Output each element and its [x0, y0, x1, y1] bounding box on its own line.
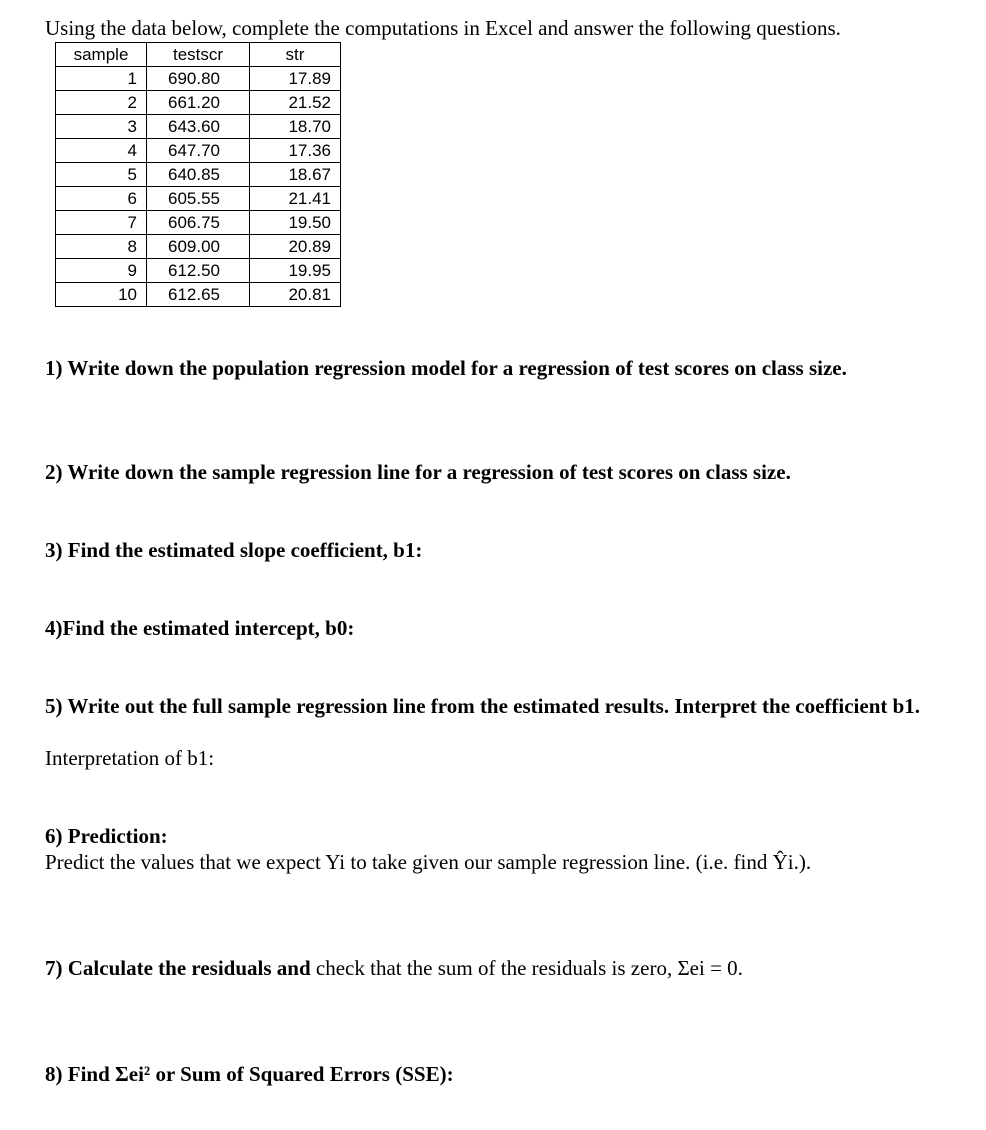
question-5: 5) Write out the full sample regression line from the estimated results. Interpret the coefficient b1. [45, 694, 921, 718]
intro-text: Using the data below, complete the computations in Excel and answer the following questions. [45, 16, 841, 40]
cell-testscr: 690.80 [147, 67, 250, 91]
question-5-interpretation: Interpretation of b1: [45, 746, 215, 770]
cell-sample: 1 [56, 67, 147, 91]
data-table [55, 42, 341, 307]
table-header-row [56, 43, 341, 67]
cell-str: 17.36 [250, 139, 341, 163]
cell-str: 21.52 [250, 91, 341, 115]
cell-str: 18.67 [250, 163, 341, 187]
cell-sample: 5 [56, 163, 147, 187]
cell-sample: 10 [56, 283, 147, 307]
cell-testscr: 643.60 [147, 115, 250, 139]
cell-testscr: 661.20 [147, 91, 250, 115]
question-3: 3) Find the estimated slope coefficient, b1: [45, 538, 423, 562]
cell-sample: 3 [56, 115, 147, 139]
header-sample: sample [56, 43, 147, 67]
cell-sample: 7 [56, 211, 147, 235]
cell-str: 20.89 [250, 235, 341, 259]
cell-testscr: 612.50 [147, 259, 250, 283]
cell-testscr: 605.55 [147, 187, 250, 211]
question-2: 2) Write down the sample regression line for a regression of test scores on class size. [45, 460, 791, 484]
cell-str: 18.70 [250, 115, 341, 139]
question-1: 1) Write down the population regression model for a regression of test scores on class size. [45, 356, 847, 380]
table-row [56, 283, 341, 307]
cell-str: 19.95 [250, 259, 341, 283]
cell-testscr: 606.75 [147, 211, 250, 235]
cell-sample: 4 [56, 139, 147, 163]
question-6: 6) Prediction: [45, 824, 168, 848]
table-row [56, 163, 341, 187]
cell-testscr: 647.70 [147, 139, 250, 163]
cell-str: 20.81 [250, 283, 341, 307]
table-row [56, 139, 341, 163]
table-row [56, 67, 341, 91]
cell-sample: 2 [56, 91, 147, 115]
cell-sample: 6 [56, 187, 147, 211]
table-row [56, 115, 341, 139]
question-6-description: Predict the values that we expect Yi to take given our sample regression line. (i.e. find Ŷi.). [45, 850, 812, 874]
question-7-rest: check that the sum of the residuals is zero, Σei = 0. [310, 956, 743, 980]
cell-sample: 8 [56, 235, 147, 259]
question-7 [45, 955, 743, 981]
header-testscr: testscr [147, 43, 250, 67]
header-str: str [250, 43, 341, 67]
table-row [56, 211, 341, 235]
table-row [56, 187, 341, 211]
cell-testscr: 640.85 [147, 163, 250, 187]
cell-str: 19.50 [250, 211, 341, 235]
cell-testscr: 612.65 [147, 283, 250, 307]
table-row [56, 235, 341, 259]
cell-sample: 9 [56, 259, 147, 283]
question-7-bold: 7) Calculate the residuals and [45, 956, 311, 980]
question-8: 8) Find Σei² or Sum of Squared Errors (SSE): [45, 1062, 454, 1086]
question-4: 4)Find the estimated intercept, b0: [45, 616, 355, 640]
cell-str: 17.89 [250, 67, 341, 91]
cell-str: 21.41 [250, 187, 341, 211]
table-row [56, 91, 341, 115]
cell-testscr: 609.00 [147, 235, 250, 259]
table-row [56, 259, 341, 283]
